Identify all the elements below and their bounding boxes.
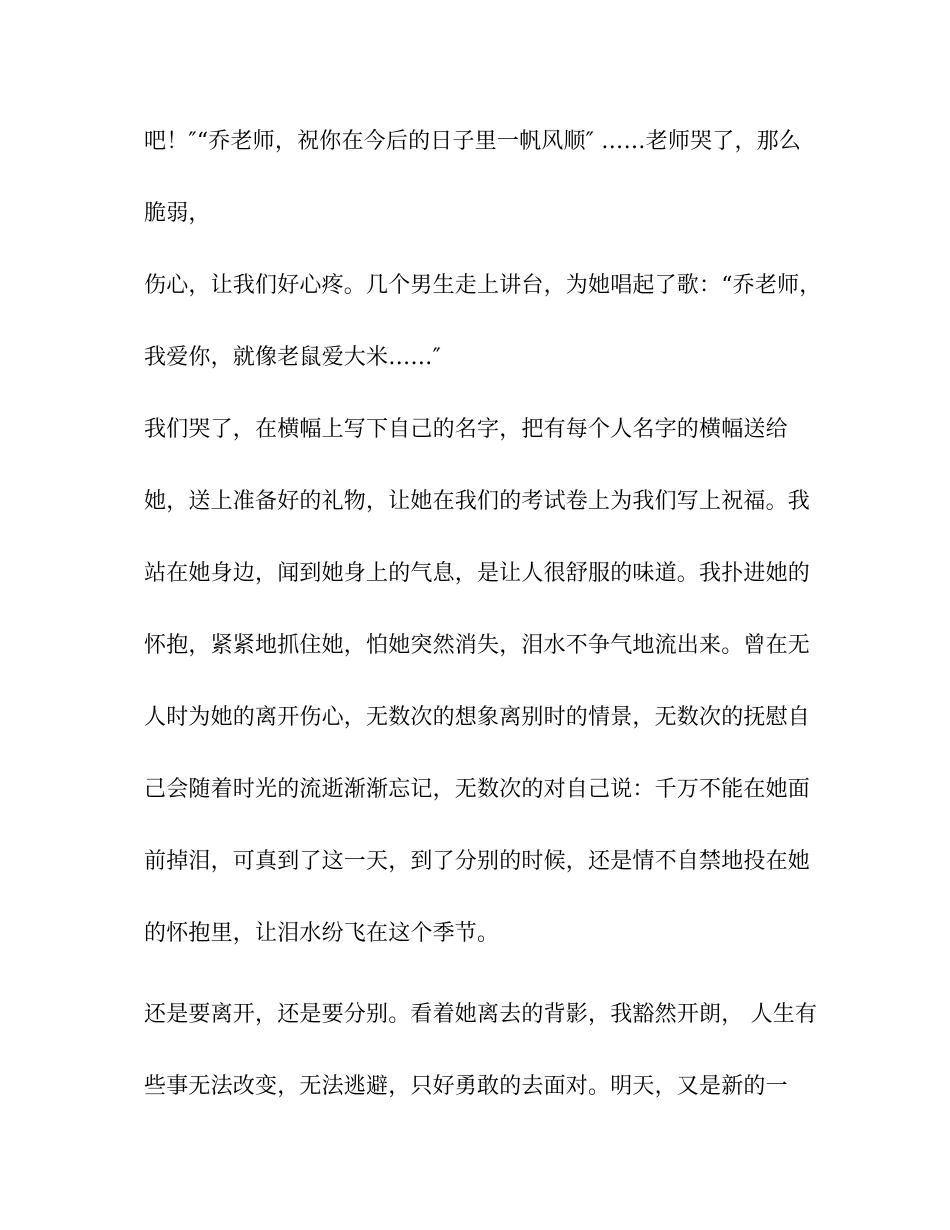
text-line: 己会随着时光的流逝渐渐忘记，无数次的对自己说：千万不能在她面 — [144, 777, 811, 802]
text-line: 站在她身边，闻到她身上的气息，是让人很舒服的味道。我扑进她的 — [144, 561, 811, 586]
text-line: 脆弱， — [144, 201, 211, 226]
text-line: 些事无法改变，无法逃避，只好勇敢的去面对。明天，又是新的一 — [144, 1074, 788, 1099]
text-line: 怀抱，紧紧地抓住她，怕她突然消失，泪水不争气地流出来。曾在无 — [144, 633, 811, 658]
text-line: 前掉泪，可真到了这一天，到了分别的时候，还是情不自禁地投在她 — [144, 849, 811, 874]
text-line: 我们哭了，在横幅上写下自己的名字，把有每个人名字的横幅送给 — [144, 417, 788, 442]
text-line: 我爱你，就像老鼠爱大米……″ — [144, 345, 442, 370]
text-line: 人时为她的离开伤心，无数次的想象离别时的情景，无数次的抚慰自 — [144, 705, 811, 730]
text-line: 的怀抱里，让泪水纷飞在这个季节。 — [144, 921, 500, 946]
text-line: 伤心，让我们好心疼。几个男生走上讲台，为她唱起了歌：“乔老师， — [144, 273, 822, 298]
text-line: 她，送上准备好的礼物，让她在我们的考试卷上为我们写上祝福。我 — [144, 489, 811, 514]
text-line: 吧！″“乔老师，祝你在今后的日子里一帆风顺″ ……老师哭了，那么 — [144, 129, 802, 154]
text-line: 还是要离开，还是要分别。看着她离去的背影，我豁然开朗， 人生有 — [144, 1002, 818, 1027]
